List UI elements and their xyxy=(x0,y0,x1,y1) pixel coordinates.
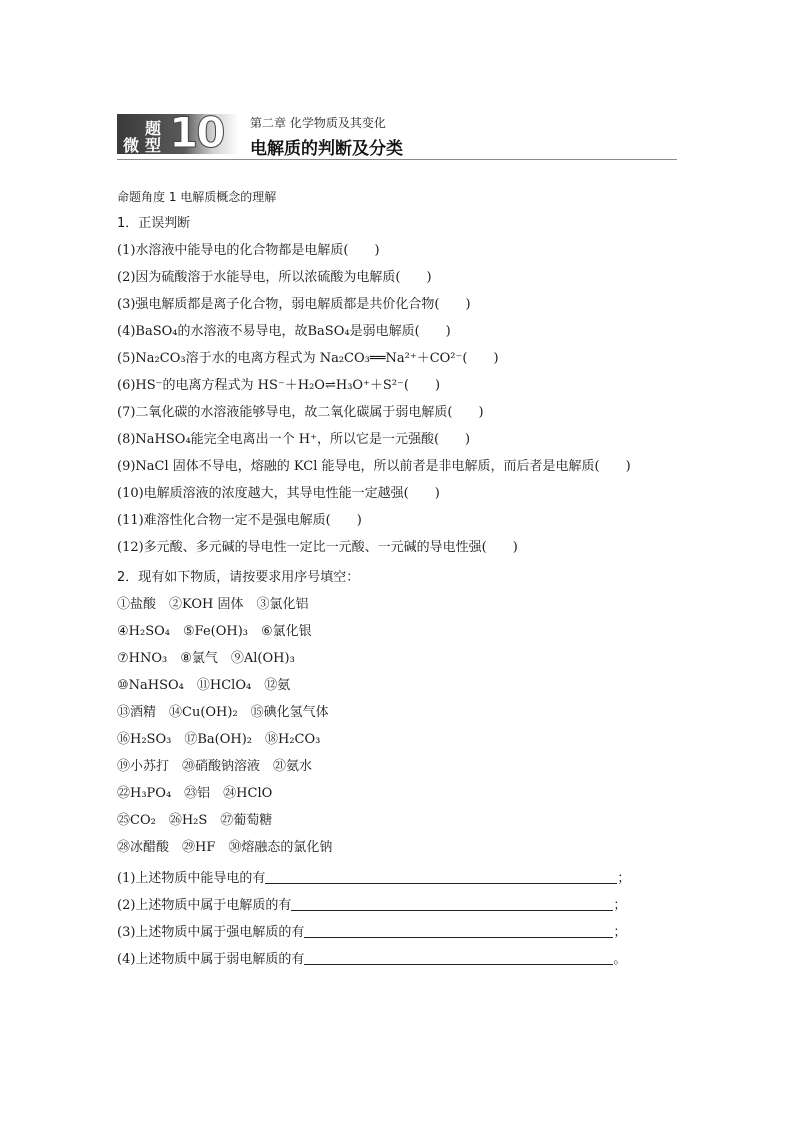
badge-char-xing: 型 xyxy=(145,136,162,155)
fill-item-1-label: (1)上述物质中能导电的有 xyxy=(117,871,266,886)
q2-title: 2．现有如下物质，请按要求用序号填空： xyxy=(117,570,360,585)
fill-item-1 xyxy=(117,871,630,887)
fill-item-1-end: ； xyxy=(617,871,631,886)
topic-title: 电解质的判断及分类 xyxy=(250,139,403,159)
fill-item-2 xyxy=(117,898,626,914)
q1-item-12: (12)多元酸、多元碱的导电性一定比一元酸、一元碱的导电性强( ) xyxy=(117,540,518,555)
answer-blank-4[interactable] xyxy=(304,952,613,965)
answer-blank-1[interactable] xyxy=(265,871,617,884)
topic-banner xyxy=(117,96,677,160)
fill-item-3-end: ； xyxy=(613,925,627,940)
q1-item-7: (7)二氧化碳的水溶液能够导电，故二氧化碳属于弱电解质( ) xyxy=(117,405,484,420)
substance-row-4: ⑩NaHSO₄ ⑪HClO₄ ⑫氨 xyxy=(117,678,291,693)
fill-item-3 xyxy=(117,925,626,941)
badge-number: 10 xyxy=(169,108,224,157)
substance-row-10: ㉘冰醋酸 ㉙HF ㉚熔融态的氯化钠 xyxy=(117,840,333,855)
q1-item-10: (10)电解质溶液的浓度越大，其导电性能一定越强( ) xyxy=(117,486,440,501)
fill-item-2-end: ； xyxy=(613,898,627,913)
fill-item-4-label: (4)上述物质中属于弱电解质的有 xyxy=(117,952,305,967)
badge-char-ti: 题 xyxy=(145,119,162,138)
badge-char-wei: 微 xyxy=(123,136,140,155)
substance-row-5: ⑬酒精 ⑭Cu(OH)₂ ⑮碘化氢气体 xyxy=(117,705,329,720)
q1-item-9: (9)NaCl 固体不导电，熔融的 KCl 能导电，所以前者是非电解质，而后者是电解质( ) xyxy=(117,459,631,474)
angle-heading: 命题角度 1 电解质概念的理解 xyxy=(117,190,277,204)
fill-item-3-label: (3)上述物质中属于强电解质的有 xyxy=(117,925,305,940)
substance-row-9: ㉕CO₂ ㉖H₂S ㉗葡萄糖 xyxy=(117,813,273,828)
substance-row-3: ⑦HNO₃ ⑧氯气 ⑨Al(OH)₃ xyxy=(117,651,295,666)
fill-item-4-end: 。 xyxy=(613,952,627,967)
substance-row-7: ⑲小苏打 ⑳硝酸钠溶液 ㉑氨水 xyxy=(117,759,313,774)
fill-item-4 xyxy=(117,952,626,968)
q1-item-2: (2)因为硫酸溶于水能导电，所以浓硫酸为电解质( ) xyxy=(117,270,432,285)
substance-row-2: ④H₂SO₄ ⑤Fe(OH)₃ ⑥氯化银 xyxy=(117,624,312,639)
substance-row-1: ①盐酸 ②KOH 固体 ③氯化铝 xyxy=(117,597,309,612)
q1-item-6: (6)HS⁻的电离方程式为 HS⁻＋H₂O⇌H₃O⁺＋S²⁻( ) xyxy=(117,378,441,393)
substance-row-6: ⑯H₂SO₃ ⑰Ba(OH)₂ ⑱H₂CO₃ xyxy=(117,732,321,747)
q1-item-3: (3)强电解质都是离子化合物，弱电解质都是共价化合物( ) xyxy=(117,297,471,312)
topic-badge xyxy=(117,108,239,157)
header-divider xyxy=(117,159,677,160)
q1-item-5: (5)Na₂CO₃溶于水的电离方程式为 Na₂CO₃══Na²⁺＋CO²⁻( ) xyxy=(117,351,499,366)
fill-item-2-label: (2)上述物质中属于电解质的有 xyxy=(117,898,292,913)
answer-blank-2[interactable] xyxy=(291,898,613,911)
q1-title: 1．正误判断 xyxy=(117,216,191,231)
q1-item-8: (8)NaHSO₄能完全电离出一个 H⁺，所以它是一元强酸( ) xyxy=(117,432,471,447)
q1-item-4: (4)BaSO₄的水溶液不易导电，故BaSO₄是弱电解质( ) xyxy=(117,324,451,339)
substance-row-8: ㉒H₃PO₄ ㉓铝 ㉔HClO xyxy=(117,786,273,801)
answer-blank-3[interactable] xyxy=(304,925,613,938)
q1-item-11: (11)难溶性化合物一定不是强电解质( ) xyxy=(117,513,362,528)
chapter-title: 第二章 化学物质及其变化 xyxy=(250,116,386,130)
q1-item-1: (1)水溶液中能导电的化合物都是电解质( ) xyxy=(117,243,380,258)
